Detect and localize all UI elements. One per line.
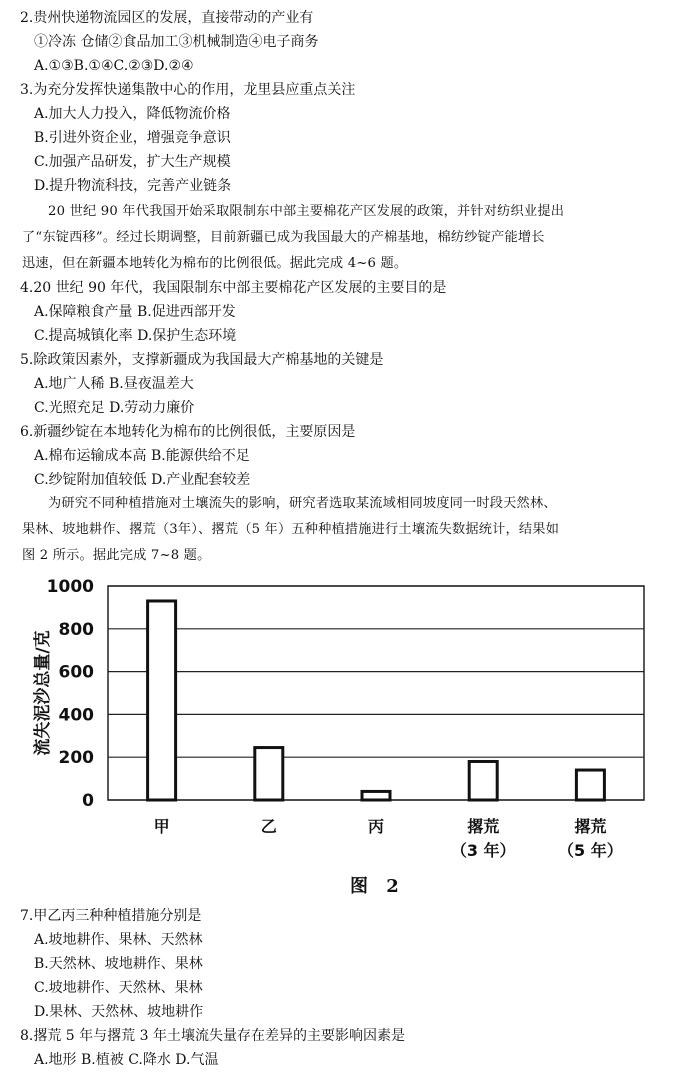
question-4-options-cd: C.提高城镇化率 D.保护生态环境 xyxy=(34,328,237,344)
question-8-options: A.地形 B.植被 C.降水 D.气温 xyxy=(34,1052,219,1068)
plot-frame xyxy=(108,586,644,800)
bar xyxy=(469,761,497,800)
bar xyxy=(362,791,390,800)
x-tick-label: 撂荒 xyxy=(467,817,500,836)
x-tick-label: （3 年） xyxy=(450,841,516,860)
x-tick-label: 甲 xyxy=(153,817,170,836)
question-3-option-b: B.引进外资企业，增强竞争意识 xyxy=(34,130,231,146)
passage-2-line-2: 了“东锭西移”。经过长期调整，目前新疆已成为我国最大的产棉基地，棉纺纱锭产能增长 xyxy=(22,230,545,245)
y-tick-label: 200 xyxy=(58,748,94,769)
x-tick-label: 撂荒 xyxy=(574,817,607,836)
question-6-options-ab: A.棉布运输成本高 B.能源供给不足 xyxy=(34,448,250,464)
soil-loss-bar-chart xyxy=(0,570,692,870)
question-7-option-a: A.坡地耕作、果林、天然林 xyxy=(34,932,203,948)
question-6-options-cd: C.纱锭附加值较低 D.产业配套较差 xyxy=(34,472,251,488)
passage-3-line-2: 果林、坡地耕作、撂荒（3年）、撂荒（5 年）五种种植措施进行土壤流失数据统计，结果如 xyxy=(22,522,560,537)
question-7-option-d: D.果林、天然林、坡地耕作 xyxy=(34,1004,204,1020)
y-tick-label: 1000 xyxy=(46,577,94,597)
question-5-options-cd: C.光照充足 D.劳动力廉价 xyxy=(34,400,195,416)
question-3-option-d: D.提升物流科技，完善产业链条 xyxy=(34,178,232,194)
question-7: 7.甲乙丙三种种植措施分别是 xyxy=(20,908,202,924)
bar xyxy=(148,601,176,800)
passage-2-line-3: 迅速，但在新疆本地转化为棉布的比例很低。据此完成 4~6 题。 xyxy=(22,256,408,271)
question-3-option-a: A.加大人力投入，降低物流价格 xyxy=(34,106,231,122)
question-4: 4.20 世纪 90 年代，我国限制东中部主要棉花产区发展的主要目的是 xyxy=(20,280,447,296)
question-5-options-ab: A.地广人稀 B.昼夜温差大 xyxy=(34,376,194,392)
passage-3-line-1: 为研究不同种植措施对土壤流失的影响，研究者选取某流域相同坡度同一时段天然林、 xyxy=(48,496,557,511)
x-tick-label: 乙 xyxy=(260,817,277,836)
figure-caption: 图 2 xyxy=(350,876,405,897)
question-2-options: A.①③B.①④C.②③D.②④ xyxy=(34,58,194,74)
question-6: 6.新疆纱锭在本地转化为棉布的比例很低，主要原因是 xyxy=(20,424,356,440)
y-tick-label: 400 xyxy=(58,705,94,726)
y-axis-label: 流失泥沙总量/克 xyxy=(33,630,53,756)
question-3-option-c: C.加强产品研发，扩大生产规模 xyxy=(34,154,231,170)
y-tick-label: 0 xyxy=(82,791,94,811)
x-tick-label: 丙 xyxy=(367,817,385,836)
passage-3-line-3: 图 2 所示。据此完成 7~8 题。 xyxy=(22,548,211,563)
question-2-items: ①冷冻 仓储②食品加工③机械制造④电子商务 xyxy=(34,34,319,50)
question-4-options-ab: A.保障粮食产量 B.促进西部开发 xyxy=(34,304,236,320)
bar xyxy=(576,770,604,800)
y-tick-label: 800 xyxy=(58,619,94,640)
question-7-option-c: C.坡地耕作、天然林、果林 xyxy=(34,980,203,996)
y-tick-label: 600 xyxy=(58,662,94,683)
question-7-option-b: B.天然林、坡地耕作、果林 xyxy=(34,956,203,972)
question-8: 8.撂荒 5 年与撂荒 3 年土壤流失量存在差异的主要影响因素是 xyxy=(20,1028,405,1044)
bar xyxy=(255,748,283,800)
question-3: 3.为充分发挥快递集散中心的作用，龙里县应重点关注 xyxy=(20,82,356,98)
passage-2-line-1: 20 世纪 90 年代我国开始采取限制东中部主要棉花产区发展的政策，并针对纺织业提出 xyxy=(48,204,565,219)
question-2: 2.贵州快递物流园区的发展，直接带动的产业有 xyxy=(20,10,314,26)
question-5: 5.除政策因素外，支撑新疆成为我国最大产棉基地的关键是 xyxy=(20,352,384,368)
x-tick-label: （5 年） xyxy=(558,841,623,860)
